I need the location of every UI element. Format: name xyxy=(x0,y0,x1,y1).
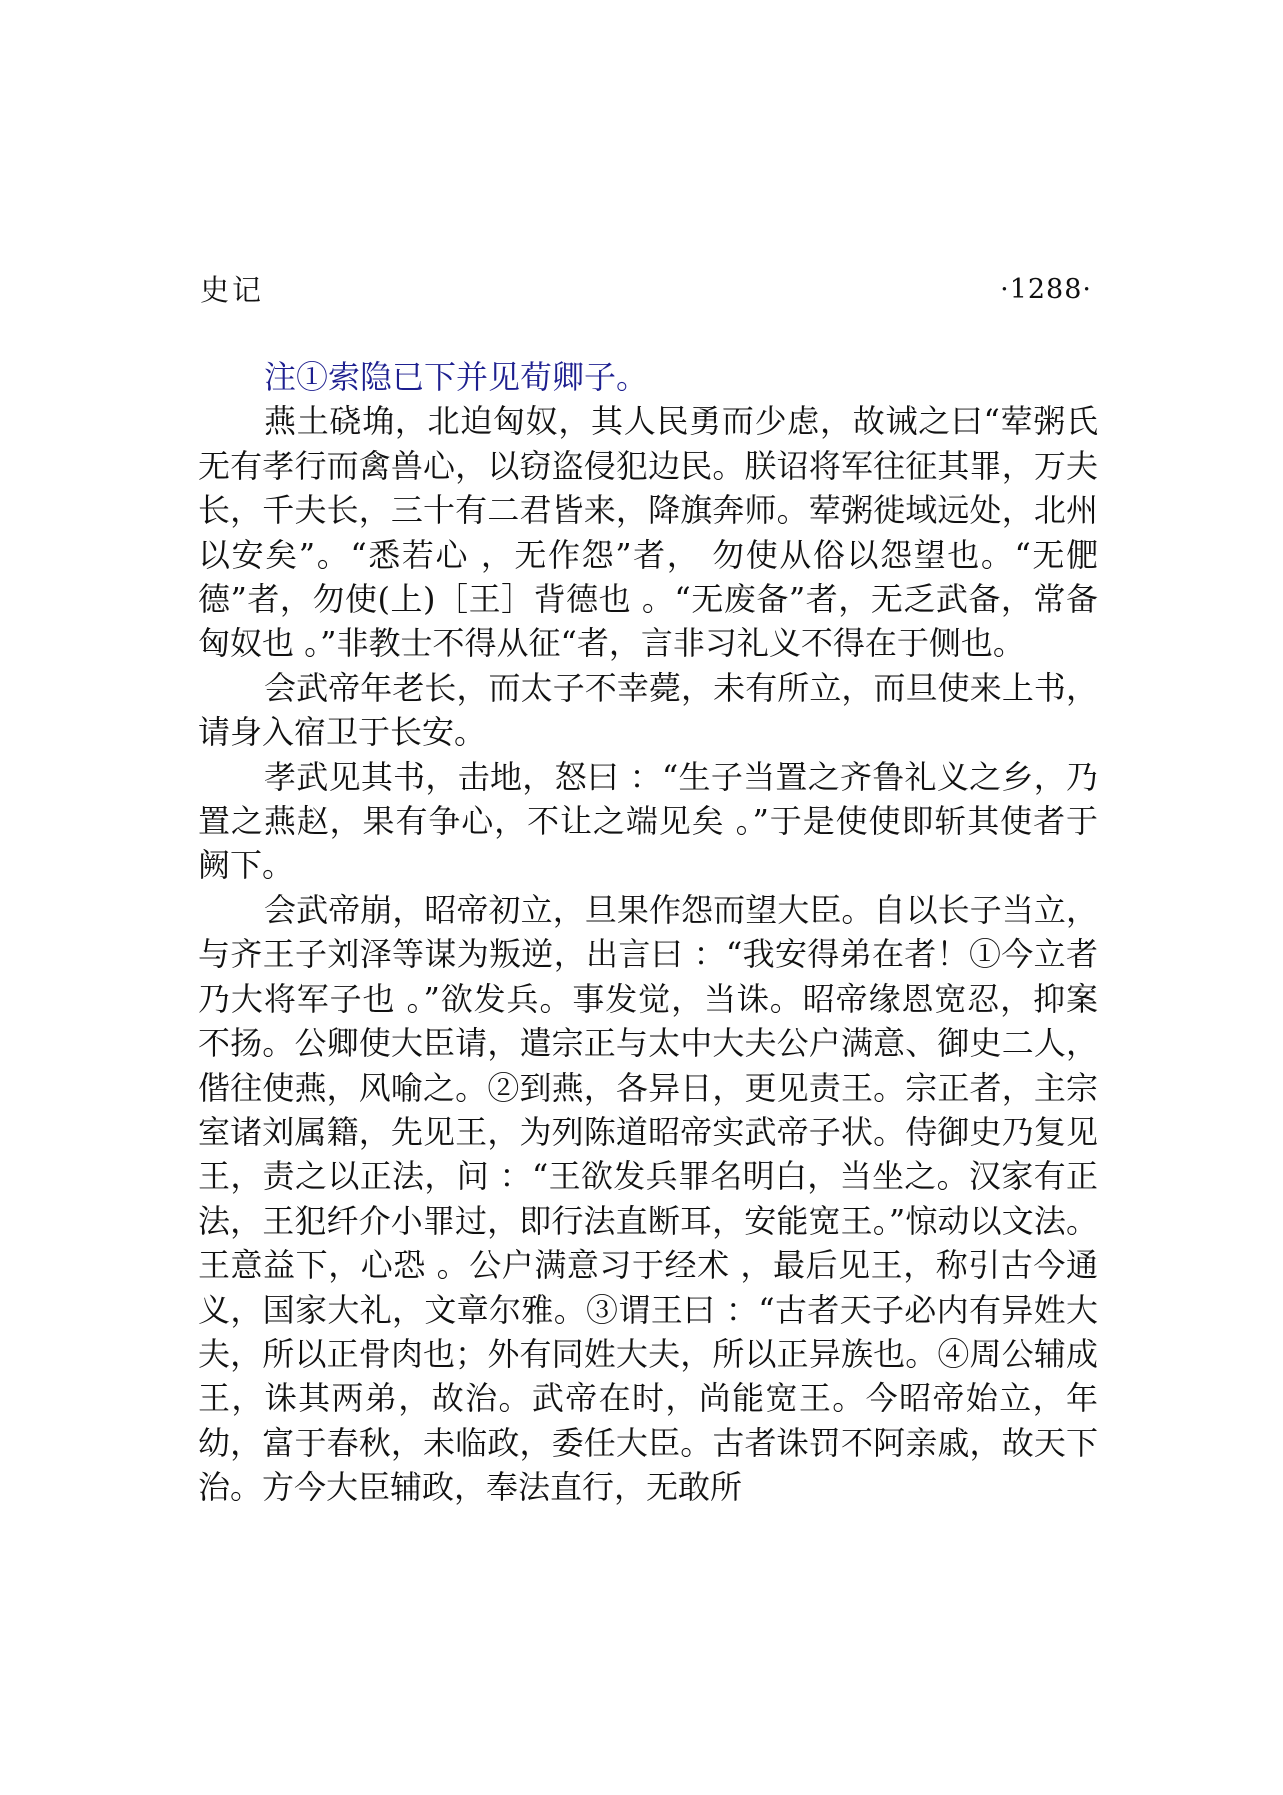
book-title: 史记 xyxy=(200,273,265,307)
body-text xyxy=(198,355,1098,1510)
paragraph-1: 燕土硗埆，北迫匈奴，其人民勇而少虑，故诫之曰“荤粥氏无有孝行而禽兽心，以窃盗侵犯边民。朕诏将军往征其罪，万夫长，千夫长，三十有二君皆来，降旗奔师。荤粥徙域远处，北州以安矣”。“悉若心 ，无作怨”者， 勿使从俗以怨望也。“无俷德”者，勿使(上)［王］背德也 。“无废备”者，无乏武备，常备匈奴也 。”非教士不得从征“者，言非习礼义不得在于侧也。 xyxy=(198,402,1098,663)
page-header xyxy=(200,268,1092,312)
page-number: ·1288· xyxy=(1000,274,1092,305)
paragraph-4: 会武帝崩，昭帝初立，旦果作怨而望大臣。自以长子当立，与齐王子刘泽等谋为叛逆，出言曰 ：“我安得弟在者！①今立者乃大将军子也 。”欲发兵。事发觉，当诛。昭帝缘恩宽忍，抑案不扬。公卿使大臣请，遣宗正与太中大夫公户满意、御史二人，偕往使燕，风喻之。②到燕，各异日，更见责王。宗正者，主宗室诸刘属籍，先见王，为列陈道昭帝实武帝子状。侍御史乃复见王，责之以正法，问 ：“王欲发兵罪名明白，当坐之。汉家有正法，王犯纤介小罪过，即行法直断耳，安能宽王。”惊动以文法。王意益下，心恐 。公户满意习于经术 ，最后见王，称引古今通义，国家大礼，文章尔雅。③谓王曰 ：“古者天子必内有异姓大夫，所以正骨肉也；外有同姓大夫，所以正异族也。④周公辅成王，诛其两弟，故治。武帝在时，尚能宽王。今昭帝始立，年幼，富于春秋，未临政，委任大臣。古者诛罚不阿亲戚，故天下治。方今大臣辅政，奉法直行，无敢所 xyxy=(198,890,1098,1507)
annotation-note: 注①索隐已下并见荀卿子。 xyxy=(264,358,649,396)
paragraph-2: 会武帝年老长，而太子不幸薨，未有所立，而旦使来上书，请身入宿卫于长安。 xyxy=(198,668,1098,752)
paragraph-3: 孝武见其书，击地，怒曰 ：“生子当置之齐鲁礼义之乡，乃置之燕赵，果有争心，不让之端见矣 。”于是使使即斩其使者于阙下。 xyxy=(198,757,1098,885)
